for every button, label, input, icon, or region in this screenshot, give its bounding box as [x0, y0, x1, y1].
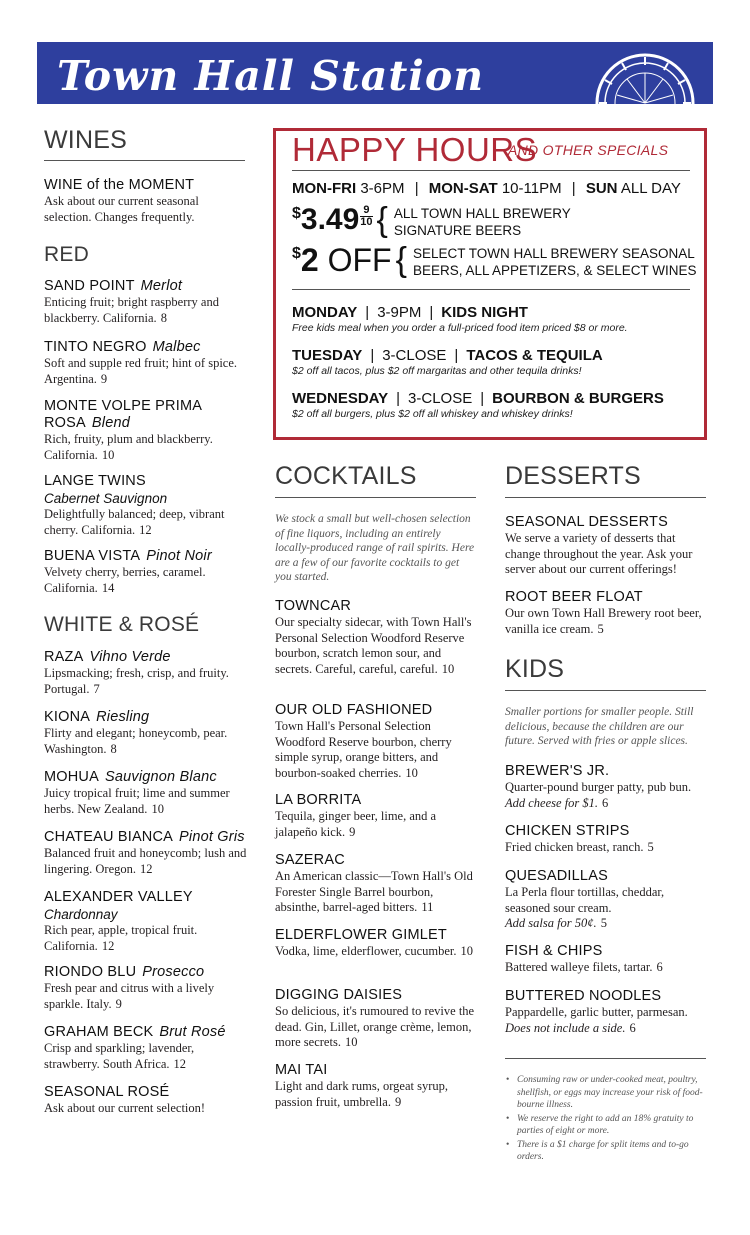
item-price: 9 — [100, 371, 108, 386]
item-desc: Lipsmacking; fresh, crisp, and fruity. Portugal. — [44, 666, 229, 696]
kids-item — [505, 988, 710, 1036]
special-day: MONDAY — [292, 304, 358, 321]
item-extra: Does not include a side. — [505, 1020, 626, 1035]
item-price: 6 — [602, 795, 609, 810]
special-name: BOURBON & BURGERS — [492, 390, 664, 407]
deal-amount: 3.49 — [300, 203, 360, 236]
cocktail-item — [275, 987, 475, 1051]
item-name: LA BORRITA — [275, 792, 362, 808]
wine-item — [44, 769, 249, 817]
item-desc: Tequila, ginger beer, lime, and a jalapeño kick. — [275, 809, 437, 839]
item-price: 10 — [344, 1035, 358, 1049]
item-desc: Juicy tropical fruit; lime and summer herbs. New Zealand. — [44, 786, 230, 816]
item-price: 9 — [349, 824, 356, 839]
item-desc: So delicious, it's rumoured to revive the dead. Gin, Lillet, orange crème, lemon, more secrets. — [275, 1004, 475, 1049]
item-name: SEASONAL ROSÉ — [44, 1084, 170, 1100]
item-price: 14 — [101, 580, 115, 595]
deal-fraction-num: 9 — [360, 205, 372, 217]
item-price: 5 — [647, 840, 654, 854]
notes-divider — [505, 1058, 706, 1059]
item-name: ELDERFLOWER GIMLET — [275, 927, 447, 943]
wine-item — [44, 398, 249, 463]
item-name: CHATEAU BIANCA — [44, 829, 174, 845]
item-name: SAZERAC — [275, 852, 345, 868]
deal-dollar: $ — [292, 245, 301, 262]
item-name: MAI TAI — [275, 1062, 328, 1078]
item-name: BUTTERED NOODLES — [505, 988, 662, 1004]
special-time: 3-CLOSE — [382, 347, 447, 364]
kids-title: KIDS — [505, 655, 565, 683]
item-price: 10 — [101, 447, 115, 462]
item-desc: Flirty and elegant; honeycomb, pear. Washington. — [44, 726, 228, 756]
happy-hours-title: HAPPY HOURS — [292, 131, 538, 168]
wine-item — [44, 889, 249, 954]
special-name: TACOS & TEQUILA — [466, 347, 603, 364]
item-desc: Crisp and sparkling; lavender, strawberry. South Africa. — [44, 1041, 195, 1071]
item-name: TOWNCAR — [275, 598, 352, 614]
wine-item — [44, 278, 249, 326]
hours-time: 3-6PM — [360, 180, 405, 197]
dessert-item — [505, 589, 705, 637]
header-banner — [37, 42, 713, 104]
item-name: RAZA — [44, 649, 84, 665]
item-name: GRAHAM BECK — [44, 1024, 154, 1040]
cocktail-item — [275, 927, 475, 960]
item-variety: Cabernet Sauvignon — [44, 491, 168, 506]
cocktail-item — [275, 852, 475, 916]
kids-item — [505, 763, 710, 811]
wine-item — [44, 1084, 249, 1117]
wine-item — [44, 548, 249, 596]
item-name: DIGGING DAISIES — [275, 987, 403, 1003]
wine-item — [44, 964, 249, 1012]
item-price: 12 — [101, 938, 115, 953]
item-variety: Prosecco — [142, 964, 205, 980]
item-desc: An American classic—Town Hall's Old Forester Single Barrel bourbon, absinthe, barrel-aged bitters. — [275, 869, 473, 914]
item-price: 5 — [600, 916, 607, 930]
item-desc: Ask about our current selection! — [44, 1101, 206, 1115]
item-price: 9 — [394, 1094, 402, 1109]
kids-divider — [505, 690, 706, 691]
special-name: KIDS NIGHT — [441, 304, 528, 321]
item-name: MOHUA — [44, 769, 99, 785]
special-monday: MONDAY | 3-9PM | KIDS NIGHT Free kids meal when you order a full-priced food item priced $8 or more. — [292, 304, 628, 334]
item-price: 10 — [405, 765, 418, 780]
item-name: FISH & CHIPS — [505, 943, 603, 959]
wine-item — [44, 339, 249, 387]
special-time: 3-CLOSE — [408, 390, 473, 407]
cocktail-item — [275, 702, 475, 781]
hours-time: 10-11PM — [501, 180, 562, 197]
kids-intro: Smaller portions for smaller people. Still delicious, because the children are our future. Served with fries or apple slices. — [505, 706, 694, 747]
cocktail-item — [275, 792, 475, 840]
wine-item — [44, 709, 249, 757]
item-name: BUENA VISTA — [44, 548, 141, 564]
item-desc: Rich pear, apple, tropical fruit. California. — [44, 923, 198, 953]
white-rose-title: WHITE & ROSÉ — [44, 613, 200, 636]
item-desc: Delightfully balanced; deep, vibrant cherry. California. — [44, 507, 225, 537]
item-desc: Our specialty sidecar, with Town Hall's Personal Selection Woodford Reserve bourbon, scratch lemon sour, and secrets. Careful, careful, careful. — [275, 615, 472, 676]
deal-line: ALL TOWN HALL BREWERY — [393, 206, 571, 221]
wine-of-moment — [44, 177, 249, 225]
item-price: 8 — [110, 741, 117, 756]
hours-day: SUN — [585, 180, 618, 197]
desserts-title: DESSERTS — [505, 462, 641, 490]
item-variety: Vihno Verde — [89, 649, 171, 665]
dessert-item — [505, 514, 710, 578]
hours-time: ALL DAY — [620, 180, 681, 197]
wine-item — [44, 473, 249, 538]
item-desc: Fried chicken breast, ranch. — [505, 840, 644, 854]
item-price: 7 — [93, 681, 100, 696]
wine-item — [44, 1024, 249, 1072]
item-variety: Pinot Gris — [179, 829, 245, 845]
item-name: SEASONAL DESSERTS — [505, 514, 668, 530]
hh-divider — [292, 289, 690, 290]
cocktails-intro: We stock a small but well-chosen selection of fine liquors, including an entirely locally-produced range of rail spirits. Here are a few of our favorite cocktails to get you started. — [275, 513, 475, 583]
red-title: RED — [44, 243, 89, 266]
item-desc: Light and dark rums, orgeat syrup, passion fruit, umbrella. — [275, 1079, 448, 1109]
item-price: 8 — [160, 310, 167, 325]
item-desc: Town Hall's Personal Selection Woodford Reserve bourbon, cherry simple syrup, orange bitters, and bourbon-soaked cherries. — [275, 719, 452, 780]
item-desc: Fresh pear and citrus with a lively sparkle. Italy. — [44, 981, 215, 1011]
item-price: 10 — [460, 944, 474, 958]
item-desc: Pappardelle, garlic butter, parmesan. — [505, 1005, 688, 1019]
item-desc: Vodka, lime, elderflower, cucumber. — [275, 944, 457, 958]
special-note: $2 off all burgers, plus $2 off all whiskey and whiskey drinks! — [292, 408, 573, 420]
item-variety: Pinot Noir — [146, 548, 212, 564]
item-variety: Blend — [91, 415, 130, 431]
item-price: 9 — [115, 996, 122, 1011]
cocktail-item — [275, 598, 475, 677]
item-variety: Malbec — [152, 339, 201, 355]
cocktails-title: COCKTAILS — [275, 462, 417, 490]
kids-item — [505, 943, 710, 976]
hours-day: MON-SAT — [428, 180, 498, 197]
special-day: WEDNESDAY — [292, 390, 389, 407]
item-desc: Velvety cherry, berries, caramel. California. — [44, 565, 206, 595]
item-name: QUESADILLAS — [505, 868, 608, 884]
item-desc: Balanced fruit and honeycomb; lush and lingering. Oregon. — [44, 846, 247, 876]
item-name: BREWER'S JR. — [505, 763, 610, 779]
deal-line: SIGNATURE BEERS — [393, 223, 522, 238]
item-price: 6 — [629, 1020, 636, 1035]
item-name: SAND POINT — [44, 278, 135, 294]
deal-amount: 2 — [300, 242, 319, 278]
special-wednesday: WEDNESDAY | 3-CLOSE | BOURBON & BURGERS $2 off all burgers, plus $2 off all whiskey and whiskey drinks! — [292, 390, 664, 420]
item-extra: Add salsa for 50¢. — [505, 916, 597, 930]
special-note: $2 off all tacos, plus $2 off margaritas and other tequila drinks! — [292, 365, 582, 377]
item-desc: Our own Town Hall Brewery root beer, vanilla ice cream. — [505, 606, 702, 636]
item-name: LANGE TWINS — [44, 473, 146, 489]
item-desc: Soft and supple red fruit; hint of spice. Argentina. — [44, 356, 238, 386]
item-price: 10 — [151, 801, 164, 816]
special-time: 3-9PM — [377, 304, 422, 321]
note-item: • We reserve the right to add an 18% gratuity to parties of eight or more. — [505, 1113, 705, 1138]
wines-divider — [44, 160, 245, 161]
special-tuesday: TUESDAY | 3-CLOSE | TACOS & TEQUILA $2 off all tacos, plus $2 off margaritas and other tequila drinks! — [292, 347, 603, 377]
item-desc: Ask about our current seasonal selection. Changes frequently. — [44, 194, 199, 224]
item-price: 6 — [656, 960, 663, 974]
note-item: • Consuming raw or under-cooked meat, poultry, shellfish, or eggs may increase your risk of food-bourne illness. — [505, 1074, 705, 1112]
deal-dollar: $ — [292, 205, 301, 222]
deal-off: $2 OFF { SELECT TOWN HALL BREWERY SEASONAL BEERS, ALL APPETIZERS, & SELECT WINES — [292, 241, 697, 279]
item-name: TINTO NEGRO — [44, 339, 147, 355]
item-desc: We serve a variety of desserts that change throughout the year. Ask your server about our current offerings! — [505, 531, 693, 576]
item-desc: La Perla flour tortillas, cheddar, seasoned sour cream. — [505, 885, 665, 915]
deal-fraction-den: 10 — [360, 216, 373, 228]
item-variety: Chardonnay — [44, 907, 118, 922]
happy-hours-box — [273, 128, 707, 440]
item-price: 10 — [441, 661, 455, 676]
note-item: • There is a $1 charge for split items and to-go orders. — [505, 1139, 705, 1164]
wine-item — [44, 649, 249, 697]
item-desc: Enticing fruit; bright raspberry and blackberry. California. — [44, 295, 219, 325]
cocktails-divider — [275, 497, 476, 498]
item-desc: Battered walleye filets, tartar. — [505, 960, 653, 974]
item-name: WINE of the MOMENT — [44, 177, 195, 193]
clock-icon — [593, 51, 697, 104]
deal-beer: $3.49 $\frac{9}{10}$ { ALL TOWN HALL BREWERY SIGNATURE BEERS — [292, 201, 571, 239]
deal-line: BEERS, ALL APPETIZERS, & SELECT WINES — [412, 263, 697, 278]
cocktail-item — [275, 1062, 475, 1110]
item-price: 12 — [139, 522, 152, 537]
item-variety: Riesling — [96, 709, 150, 725]
deal-off-label: OFF — [327, 242, 392, 278]
item-variety: Brut Rosé — [159, 1024, 226, 1040]
happy-hours-subtitle: AND OTHER SPECIALS — [508, 142, 669, 158]
item-extra: Add cheese for $1. — [505, 795, 599, 810]
item-price: 12 — [140, 861, 153, 876]
happy-hours-times: MON-FRI 3-6PM | MON-SAT 10-11PM | SUN ALL DAY — [292, 180, 681, 197]
item-desc: Quarter-pound burger patty, pub bun. — [505, 780, 692, 794]
item-name: OUR OLD FASHIONED — [275, 702, 433, 718]
hh-divider — [292, 170, 690, 171]
special-note: Free kids meal when you order a full-priced food item priced $8 or more. — [292, 322, 628, 334]
item-desc: Rich, fruity, plum and blackberry. California. — [44, 432, 213, 462]
footer-notes — [505, 1074, 705, 1165]
item-name: RIONDO BLU — [44, 964, 137, 980]
kids-item — [505, 868, 710, 932]
item-name: CHICKEN STRIPS — [505, 823, 630, 839]
item-variety: Sauvignon Blanc — [104, 769, 217, 785]
restaurant-name: Town Hall Station — [57, 52, 485, 100]
item-price: 12 — [173, 1056, 187, 1071]
item-name: MONTE VOLPE PRIMA ROSA — [44, 398, 202, 431]
deal-line: SELECT TOWN HALL BREWERY SEASONAL — [412, 246, 695, 261]
item-name: KIONA — [44, 709, 91, 725]
special-day: TUESDAY — [292, 347, 363, 364]
hours-day: MON-FRI — [292, 180, 357, 197]
kids-item — [505, 823, 710, 856]
item-name: ALEXANDER VALLEY — [44, 889, 193, 905]
item-variety: Merlot — [140, 278, 183, 294]
item-price: 5 — [597, 621, 604, 636]
wines-title: WINES — [44, 126, 127, 154]
item-name: ROOT BEER FLOAT — [505, 589, 643, 605]
desserts-divider — [505, 497, 706, 498]
wine-item — [44, 829, 249, 877]
item-price: 11 — [421, 900, 434, 914]
